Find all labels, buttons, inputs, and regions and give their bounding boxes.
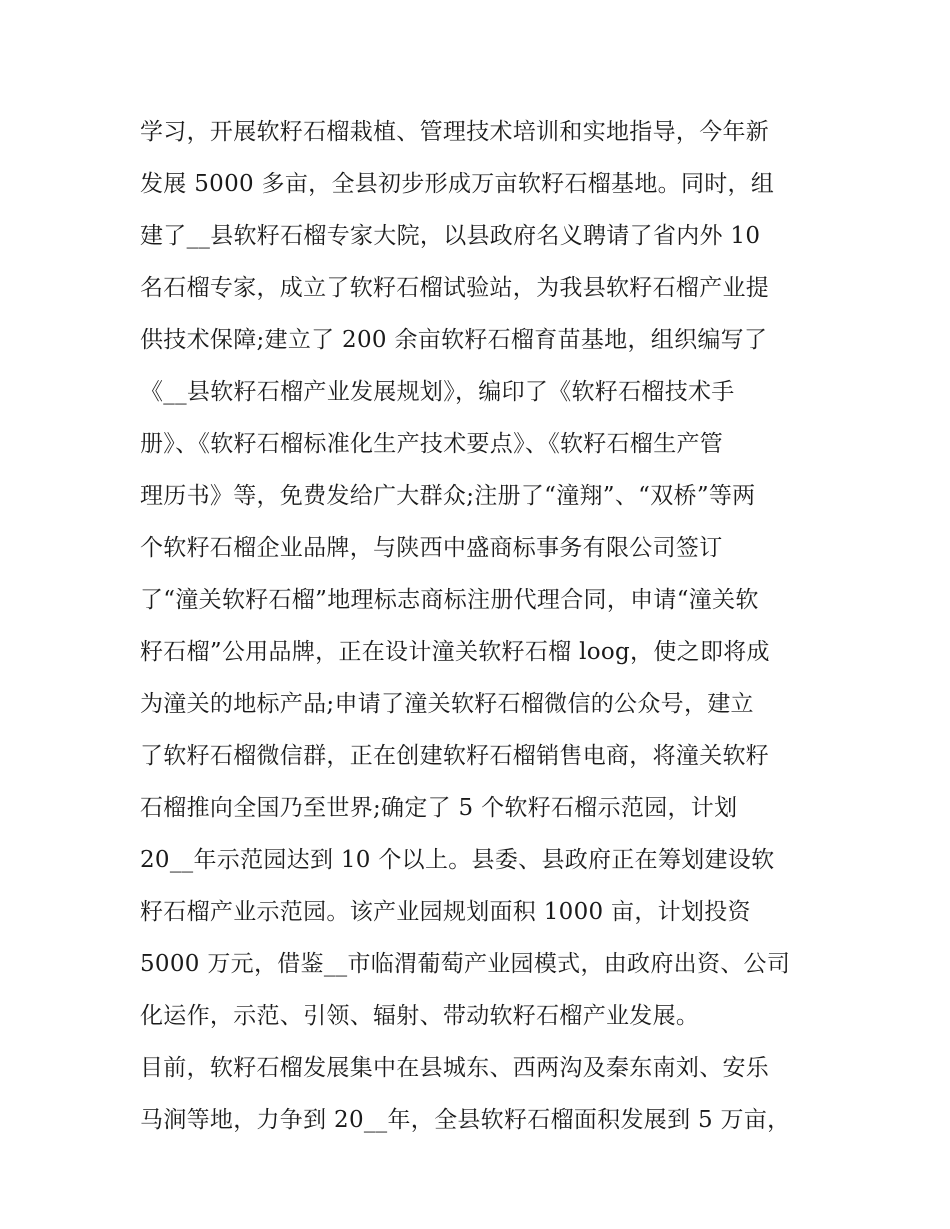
text-line: 了“潼关软籽石榴”地理标志商标注册代理合同，申请“潼关软 [140, 587, 759, 613]
text-line: 册》、《软籽石榴标准化生产技术要点》、《软籽石榴生产管 [140, 431, 724, 457]
body-text [140, 106, 830, 1146]
text-line: 为潼关的地标产品;申请了潼关软籽石榴微信的公众号，建立 [140, 691, 754, 717]
text-line: 目前，软籽石榴发展集中在县城东、西两沟及秦东南刘、安乐 [140, 1055, 770, 1081]
text-line: 供技术保障;建立了 200 余亩软籽石榴育苗基地，组织编写了 [140, 327, 768, 353]
text-line: 个软籽石榴企业品牌，与陕西中盛商标事务有限公司签订 [140, 535, 723, 561]
text-line: 20__年示范园达到 10 个以上。县委、县政府正在筹划建设软 [140, 847, 775, 873]
text-line: 了软籽石榴微信群，正在创建软籽石榴销售电商，将潼关软籽 [140, 743, 770, 769]
text-line: 理历书》等，免费发给广大群众;注册了“潼翔”、“双桥”等两 [140, 483, 756, 509]
text-line: 建了__县软籽石榴专家大院，以县政府名义聘请了省内外 10 [140, 223, 761, 249]
text-line: 马涧等地，力争到 20__年，全县软籽石榴面积发展到 5 万亩， [140, 1107, 791, 1133]
text-line: 籽石榴”公用品牌，正在设计潼关软籽石榴 loog，使之即将成 [140, 639, 770, 665]
text-line: 《__县软籽石榴产业发展规划》，编印了《软籽石榴技术手 [140, 379, 735, 405]
text-line: 石榴推向全国乃至世界;确定了 5 个软籽石榴示范园，计划 [140, 795, 738, 821]
text-line: 籽石榴产业示范园。该产业园规划面积 1000 亩，计划投资 [140, 899, 751, 925]
text-line: 5000 万元，借鉴__市临渭葡萄产业园模式，由政府出资、公司 [140, 951, 791, 977]
text-line: 学习，开展软籽石榴栽植、管理技术培训和实地指导，今年新 [140, 119, 770, 145]
text-line: 名石榴专家，成立了软籽石榴试验站，为我县软籽石榴产业提 [140, 275, 770, 301]
text-line: 化运作，示范、引领、辐射、带动软籽石榴产业发展。 [140, 1003, 700, 1029]
text-line: 发展 5000 多亩，全县初步形成万亩软籽石榴基地。同时，组 [140, 171, 775, 197]
